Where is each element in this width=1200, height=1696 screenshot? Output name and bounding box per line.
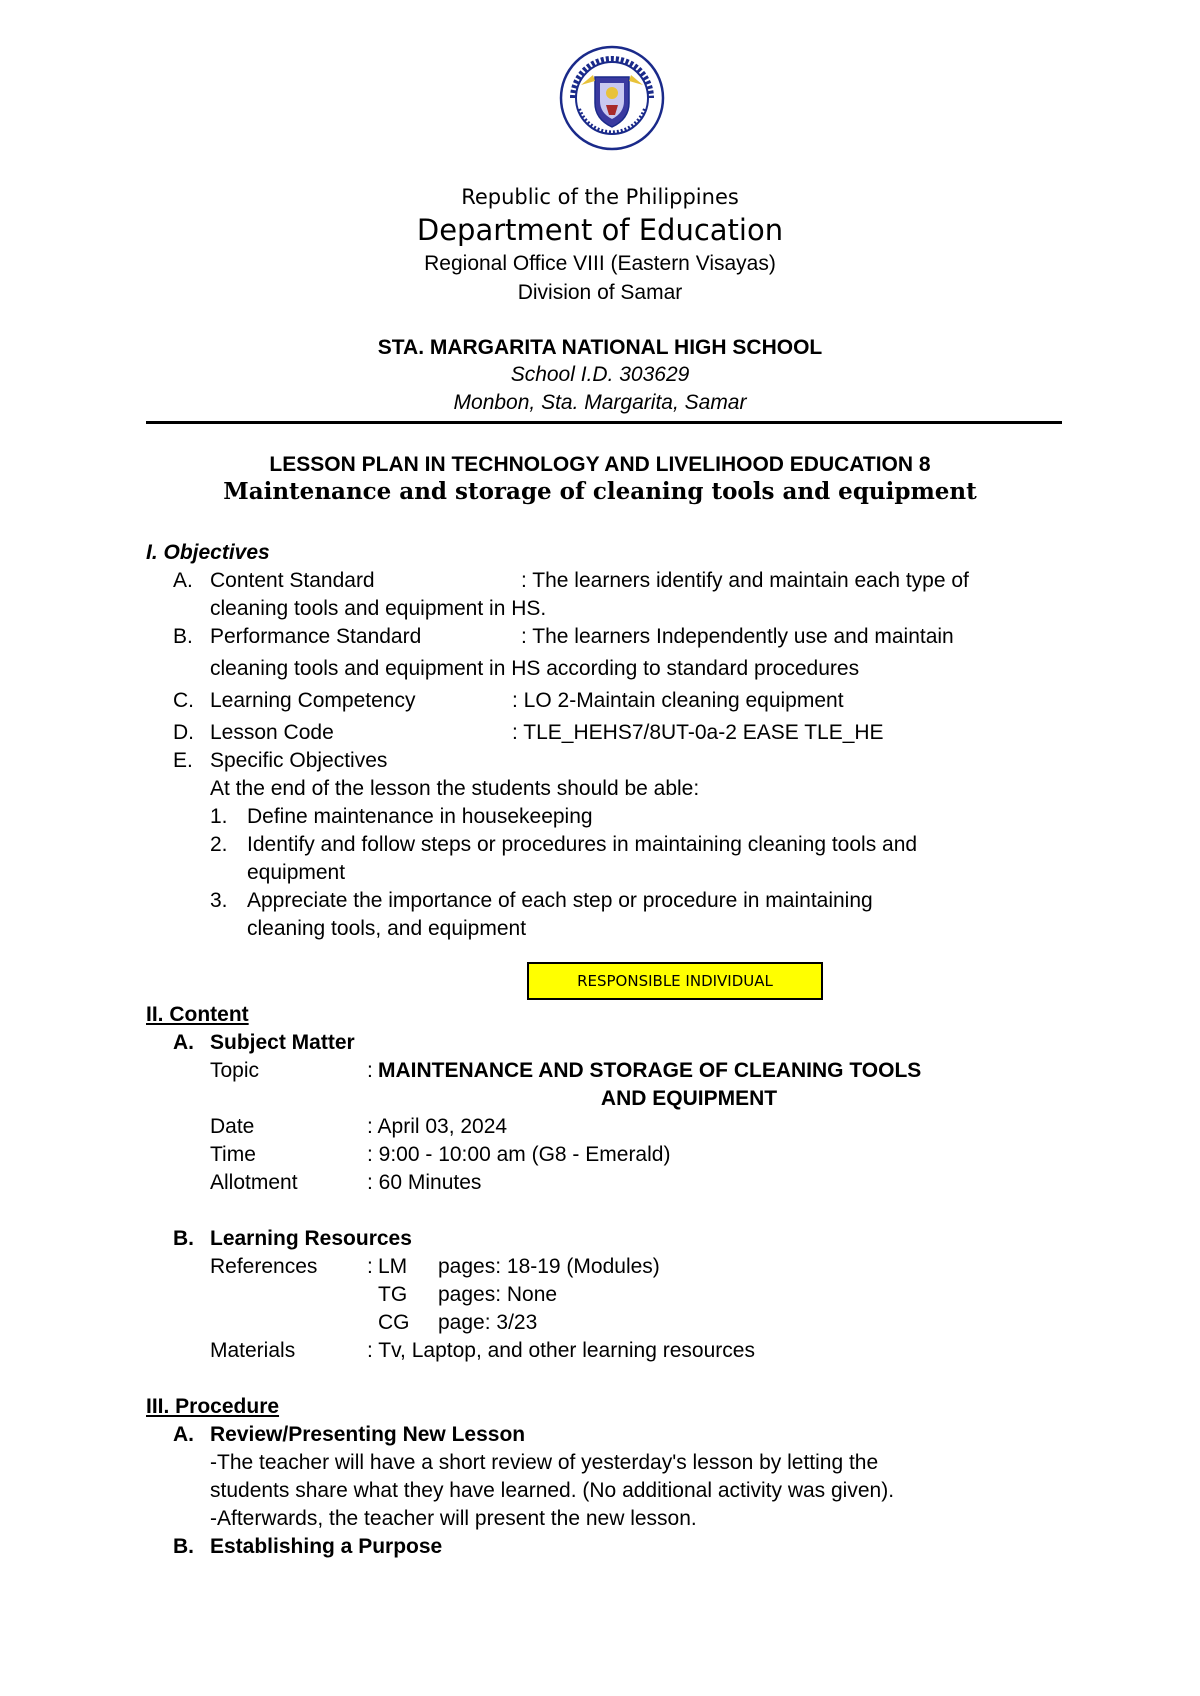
procedure-heading: III. Procedure <box>146 1395 280 1418</box>
topic-colon: : <box>367 1059 373 1082</box>
performance-standard-value-cont: cleaning tools and equipment in HS according to standard procedures <box>210 657 860 680</box>
learning-resources-heading: Learning Resources <box>210 1227 412 1250</box>
objective-item-text: Define maintenance in housekeeping <box>247 805 593 828</box>
specific-objectives-label: Specific Objectives <box>210 749 388 772</box>
procedure-b-letter: B. <box>173 1535 194 1558</box>
lesson-code-value: : TLE_HEHS7/8UT-0a-2 EASE TLE_HE <box>512 721 884 744</box>
objective-item-number: 2. <box>210 833 228 856</box>
school-id: School I.D. 303629 <box>510 363 690 386</box>
review-text-line: -Afterwards, the teacher will present the new lesson. <box>210 1507 697 1530</box>
date-value: : April 03, 2024 <box>367 1115 508 1138</box>
reference-source: CG <box>378 1311 410 1334</box>
deped-seal-logo <box>559 45 665 151</box>
objective-a-letter: A. <box>173 569 193 592</box>
materials-value: : Tv, Laptop, and other learning resources <box>367 1339 755 1362</box>
objective-item-text-cont: cleaning tools, and equipment <box>247 917 527 940</box>
references-label: References <box>210 1255 318 1278</box>
objective-item-text: Appreciate the importance of each step or procedure in maintaining <box>247 889 873 912</box>
division-heading: Division of Samar <box>517 281 683 304</box>
review-heading: Review/Presenting New Lesson <box>210 1423 526 1446</box>
objective-item-text-cont: equipment <box>247 861 346 884</box>
objective-e-letter: E. <box>173 749 193 772</box>
review-text-line: students share what they have learned. (No additional activity was given). <box>210 1479 895 1502</box>
content-standard-value-cont: cleaning tools and equipment in HS. <box>210 597 547 620</box>
specific-objectives-intro: At the end of the lesson the students should be able: <box>210 777 700 800</box>
reference-pages: pages: 18-19 (Modules) <box>438 1255 660 1278</box>
reference-source: TG <box>378 1283 408 1306</box>
department-heading: Department of Education <box>416 213 784 247</box>
performance-standard-label: Performance Standard <box>210 625 422 648</box>
republic-heading: Republic of the Philippines <box>461 185 739 209</box>
time-label: Time <box>210 1143 256 1166</box>
date-label: Date <box>210 1115 255 1138</box>
establishing-purpose-heading: Establishing a Purpose <box>210 1535 443 1558</box>
time-value: : 9:00 - 10:00 am (G8 - Emerald) <box>367 1143 671 1166</box>
materials-label: Materials <box>210 1339 296 1362</box>
procedure-a-letter: A. <box>173 1423 194 1446</box>
lesson-plan-title: LESSON PLAN IN TECHNOLOGY AND LIVELIHOOD EDUCATION 8 <box>269 453 931 476</box>
header-divider <box>146 421 1062 424</box>
objective-item-number: 1. <box>210 805 228 828</box>
allotment-value: : 60 Minutes <box>367 1171 482 1194</box>
reference-colon: : <box>367 1255 373 1278</box>
reference-pages: pages: None <box>438 1283 558 1306</box>
objective-c-letter: C. <box>173 689 194 712</box>
school-address: Monbon, Sta. Margarita, Samar <box>453 391 747 414</box>
objective-item-number: 3. <box>210 889 228 912</box>
learning-resources-letter: B. <box>173 1227 194 1250</box>
reference-source: LM <box>378 1255 408 1278</box>
objectives-heading: I. Objectives <box>146 541 270 564</box>
allotment-label: Allotment <box>210 1171 298 1194</box>
objective-d-letter: D. <box>173 721 194 744</box>
topic-value-cont: AND EQUIPMENT <box>600 1087 778 1110</box>
objective-b-letter: B. <box>173 625 193 648</box>
lesson-code-label: Lesson Code <box>210 721 334 744</box>
topic-value: MAINTENANCE AND STORAGE OF CLEANING TOOLS <box>378 1059 922 1082</box>
subject-matter-letter: A. <box>173 1031 194 1054</box>
content-standard-label: Content Standard <box>210 569 375 592</box>
school-name: STA. MARGARITA NATIONAL HIGH SCHOOL <box>377 336 823 359</box>
subject-matter-heading: Subject Matter <box>210 1031 355 1054</box>
topic-label: Topic <box>210 1059 260 1082</box>
responsible-individual-tag: RESPONSIBLE INDIVIDUAL <box>527 962 823 1000</box>
content-heading: II. Content <box>146 1003 249 1026</box>
objective-item-text: Identify and follow steps or procedures in maintaining cleaning tools and <box>247 833 918 856</box>
content-standard-value: : The learners identify and maintain each type of <box>521 569 969 592</box>
performance-standard-value: : The learners Independently use and maintain <box>521 625 954 648</box>
region-heading: Regional Office VIII (Eastern Visayas) <box>424 252 776 275</box>
learning-competency-label: Learning Competency <box>210 689 416 712</box>
lesson-plan-subtitle: Maintenance and storage of cleaning tools and equipment <box>223 478 977 505</box>
review-text-line: -The teacher will have a short review of yesterday's lesson by letting the <box>210 1451 879 1474</box>
reference-pages: page: 3/23 <box>438 1311 538 1334</box>
learning-competency-value: : LO 2-Maintain cleaning equipment <box>512 689 844 712</box>
